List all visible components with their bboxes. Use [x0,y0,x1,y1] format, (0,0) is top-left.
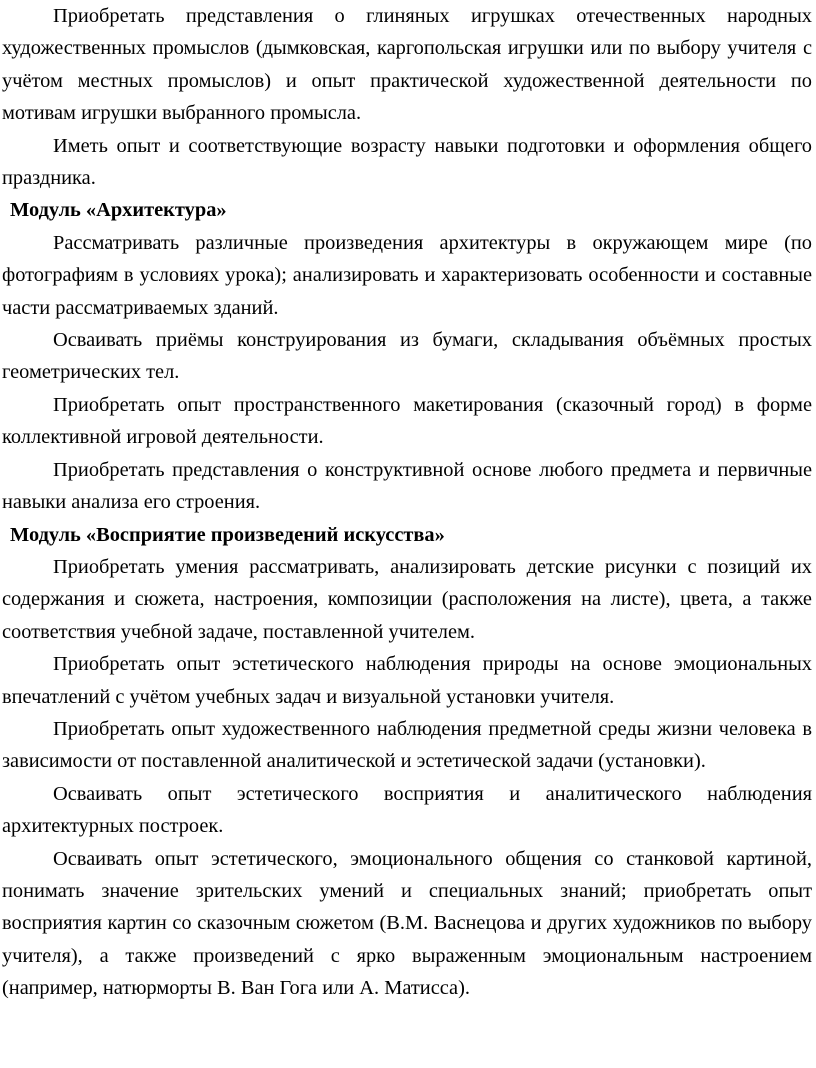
paragraph-object-environment: Приобретать опыт художественного наблюдения предметной среды жизни человека в зависимости от поставленной аналитической и эстетической задачи (установки). [2,717,812,773]
paragraph-clay-toys: Приобретать представления о глиняных игрушках отечественных народных художественных промыслов (дымковская, каргопольская игрушки или по выбору учителя с учётом местных промыслов) и опыт практической художественной деятельности по мотивам игрушки выбранного промысла. [2,5,812,125]
paragraph-paper-construction: Осваивать приёмы конструирования из бумаги, складывания объёмных простых геометрических тел. [2,329,812,384]
heading-art-perception-module: Модуль «Восприятие произведений искусства» [10,523,445,546]
paragraph-spatial-modeling: Приобретать опыт пространственного макетирования (сказочный город) в форме коллективной игровой деятельности. [2,393,812,449]
paragraph-nature-observation: Приобретать опыт эстетического наблюдения природы на основе эмоциональных впечатлений с учётом учебных задач и визуальной установки учителя. [2,653,812,708]
paragraph-architecture-works: Рассматривать различные произведения архитектуры в окружающем мире (по фотографиям в условиях урока); анализировать и характеризовать особенности и составные части рассматриваемых зданий. [2,231,812,319]
paragraph-holiday: Иметь опыт и соответствующие возрасту навыки подготовки и оформления общего праздника. [2,134,812,190]
paragraph-easel-painting: Осваивать опыт эстетического, эмоционального общения со станковой картиной, понимать значение зрительских умений и специальных знаний; приобретать опыт восприятия картин со сказочным сюжетом (В.М. Васнецова и других художников по выбору учителя), а также произведений с ярко выраженным эмоциональным настроением (например, натюрморты В. Ван Гога или А. Матисса). [2,847,812,1000]
paragraph-children-drawings: Приобретать умения рассматривать, анализировать детские рисунки с позиций их содержания и сюжета, настроения, композиции (расположения на листе), цвета, а также соответствия учебной задаче, поставленной учителем. [2,555,812,643]
paragraph-constructive-basis: Приобретать представления о конструктивной основе любого предмета и первичные навыки анализа его строения. [2,458,812,514]
heading-architecture-module: Модуль «Архитектура» [10,199,227,222]
paragraph-architecture-perception: Осваивать опыт эстетического восприятия и аналитического наблюдения архитектурных построек. [2,782,812,838]
